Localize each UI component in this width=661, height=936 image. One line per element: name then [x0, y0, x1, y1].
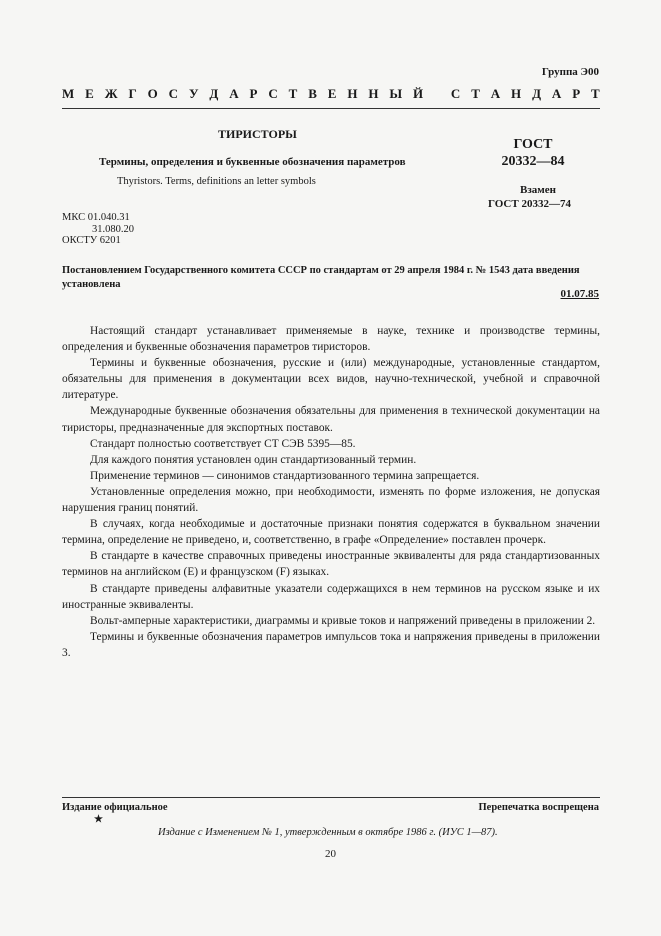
banner-letter: Ы: [389, 86, 403, 101]
footer-rule: [62, 797, 600, 798]
banner-letter: Д: [209, 86, 219, 101]
body-paragraph: Международные буквенные обозначения обязательны для применения в технической документации на тиристоры, предназначенные для экспортных поставок.: [62, 405, 600, 434]
standard-banner: [62, 86, 600, 102]
banner-letter: Р: [572, 86, 581, 101]
banner-letter: Г: [128, 86, 137, 101]
body-paragraph: Для каждого понятия установлен один стандартизованный термин.: [90, 453, 417, 466]
gost-label: ГОСТ: [513, 137, 553, 152]
mks-code: МКС 01.040.31: [62, 212, 130, 223]
banner-letter: Т: [288, 86, 298, 101]
amendment-note: Издание с Изменением № 1, утвержденным в октябре 1986 г. (ИУС 1—87).: [158, 827, 498, 838]
body-paragraph: Установленные определения можно, при необходимости, изменять по форме изложения, не допуская нарушения границ понятий.: [62, 485, 600, 515]
banner-letter: А: [490, 86, 501, 101]
english-title: Thyristors. Terms, definitions an letter symbols: [117, 176, 316, 187]
document-body: [62, 323, 600, 661]
banner-letter: У: [188, 86, 199, 101]
banner-letter: С: [450, 86, 461, 101]
classification-codes: [62, 212, 134, 247]
gost-number: 20332—84: [501, 154, 565, 169]
document-subtitle: Термины, определения и буквенные обозначения параметров: [99, 156, 406, 168]
banner-letter: А: [229, 86, 239, 101]
banner-letter: Н: [511, 86, 522, 101]
banner-letter: А: [551, 86, 562, 101]
reprint-prohibited-label: Перепечатка воспрещена: [478, 802, 599, 813]
banner-letter: Н: [347, 86, 358, 101]
introduction-date: 01.07.85: [560, 288, 599, 300]
okstu-code: ОКСТУ 6201: [62, 235, 121, 246]
banner-letter: Н: [368, 86, 379, 101]
banner-letter: Е: [85, 86, 94, 101]
document-title: ТИРИСТОРЫ: [218, 127, 297, 141]
star-mark: ★: [94, 814, 103, 825]
banner-letter: С: [168, 86, 179, 101]
banner-letter: О: [147, 86, 158, 101]
header-rule: [62, 108, 600, 109]
decree-text: Постановлением Государственного комитета СССР по стандартам от 29 апреля 1984 г. № 1543 дата введения установлена: [62, 265, 580, 290]
official-edition-label: Издание официальное: [62, 802, 168, 813]
banner-letter: С: [268, 86, 278, 101]
body-paragraph: Вольт-амперные характеристики, диаграммы и кривые токов и напряжений приведены в приложении 2.: [90, 614, 596, 627]
banner-letter: Т: [591, 86, 600, 101]
banner-letter: Р: [249, 86, 258, 101]
body-paragraph: Применение терминов — синонимов стандартизованного термина запрещается.: [90, 469, 480, 482]
body-paragraph: В случаях, когда необходимые и достаточные признаки понятия содержатся в буквальном значении термина, определение не приведено, и, соответственно, в графе «Определение» поставлен прочерк.: [62, 518, 600, 547]
banner-gap: [434, 86, 440, 102]
body-paragraph: Термины и буквенные обозначения, русские и (или) международные, установленные стандартом, обязательны для применения в документации всех видов, научно-технической, учебной и справочной литературе.: [62, 357, 600, 402]
body-paragraph: Стандарт полностью соответствует СТ СЭВ 5395—85.: [90, 437, 356, 450]
banner-letter: М: [62, 86, 75, 101]
banner-letter: Е: [327, 86, 337, 101]
page-number: 20: [325, 848, 336, 860]
banner-letter: Д: [532, 86, 542, 101]
gost-designation: [500, 136, 566, 170]
body-paragraph: В стандарте в качестве справочных приведены иностранные эквиваленты для ряда стандартизованных терминов на английском (E) и французском (F) языках.: [62, 550, 600, 579]
body-paragraph: Настоящий стандарт устанавливает применяемые в науке, технике и производстве термины, определения и буквенные обозначения параметров тиристоров.: [62, 325, 600, 354]
banner-letter: В: [308, 86, 317, 101]
banner-letter: Ж: [104, 86, 118, 101]
replaces-label: Взамен: [520, 184, 556, 196]
mks-code-secondary: 31.080.20: [92, 223, 134, 235]
body-paragraph: Термины и буквенные обозначения параметров импульсов тока и напряжения приведены в приложении 3.: [62, 630, 600, 659]
banner-letter: Й: [413, 86, 424, 101]
banner-letter: Т: [471, 86, 480, 101]
body-paragraph: В стандарте приведены алфавитные указатели содержащихся в нем терминов на русском языке и их иностранные эквиваленты.: [62, 582, 600, 611]
replaced-gost: ГОСТ 20332—74: [488, 198, 571, 210]
group-code: Группа Э00: [541, 66, 599, 78]
